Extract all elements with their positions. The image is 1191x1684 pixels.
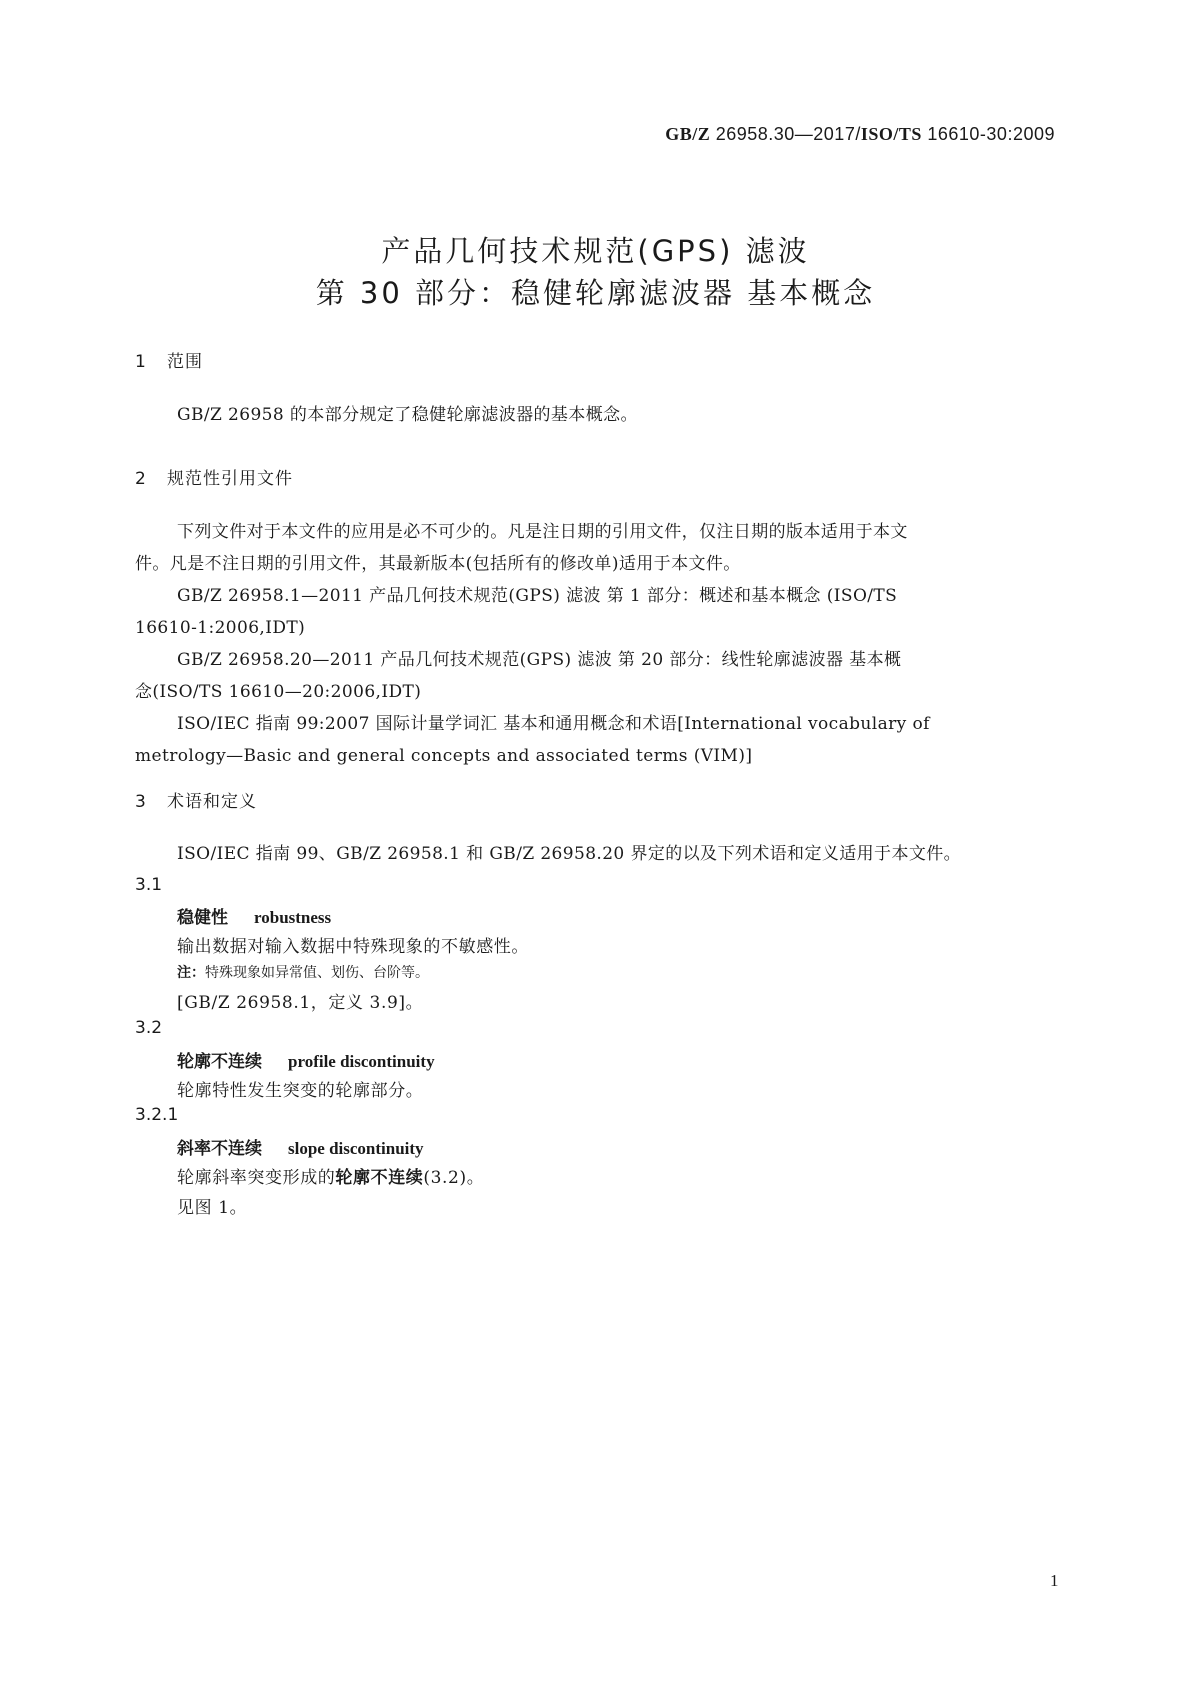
- term-zh: 稳健性: [177, 908, 228, 928]
- section-1-heading: [135, 347, 203, 372]
- document-title-line1: 产品几何技术规范(GPS) 滤波: [381, 234, 810, 268]
- section-title: 规范性引用文件: [167, 469, 293, 489]
- section-2-heading: [135, 464, 293, 489]
- section-3-heading: [135, 787, 257, 812]
- std-code-part: 16610-30:2009: [921, 124, 1055, 144]
- note-label: 注：: [177, 965, 205, 981]
- section-title: 范围: [167, 352, 203, 372]
- paragraph-line: 件。凡是不注日期的引用文件，其最新版本(包括所有的修改单)适用于本文件。: [135, 554, 741, 574]
- term-number: 3.2.1: [135, 1105, 179, 1125]
- reference-line: GB/Z 26958.20—2011 产品几何技术规范(GPS) 滤波 第 20 部分：线性轮廓滤波器 基本概: [177, 650, 902, 670]
- term-en: profile discontinuity: [288, 1052, 435, 1071]
- term-entry: [177, 1134, 424, 1159]
- std-code-part: 26958.30—2017/: [710, 124, 861, 144]
- reference-line: GB/Z 26958.1—2011 产品几何技术规范(GPS) 滤波 第 1 部分：概述和基本概念 (ISO/TS: [177, 586, 898, 606]
- section-number: 2: [135, 469, 147, 489]
- term-en: robustness: [254, 908, 332, 927]
- document-title-line2: 第 30 部分：稳健轮廓滤波器 基本概念: [315, 276, 876, 310]
- term-note: [177, 962, 429, 982]
- section-title: 术语和定义: [167, 792, 257, 812]
- term-definition: 轮廓特性发生突变的轮廓部分。: [177, 1081, 424, 1101]
- reference-line: 念(ISO/TS 16610—20:2006,IDT): [135, 682, 422, 702]
- standard-code: [665, 124, 1055, 145]
- page-number: 1: [1050, 1571, 1059, 1590]
- note-text: 特殊现象如异常值、划伤、台阶等。: [205, 965, 429, 981]
- section-number: 1: [135, 352, 147, 372]
- figure-reference: 见图 1。: [177, 1198, 248, 1218]
- reference-line: metrology—Basic and general concepts and associated terms (VIM)]: [135, 746, 753, 766]
- section-2-body: [135, 516, 1055, 772]
- reference-line: ISO/IEC 指南 99:2007 国际计量学词汇 基本和通用概念和术语[International vocabulary of: [177, 714, 930, 734]
- std-code-part: GB/Z: [665, 124, 711, 144]
- std-code-part: ISO/TS: [860, 124, 922, 144]
- reference-line: 16610-1:2006,IDT): [135, 618, 306, 638]
- section-number: 3: [135, 792, 147, 812]
- term-number: 3.2: [135, 1018, 163, 1038]
- term-zh: 斜率不连续: [177, 1139, 262, 1159]
- term-cross-reference[interactable]: 轮廓不连续: [335, 1168, 424, 1188]
- term-entry: [177, 903, 331, 928]
- term-definition: 输出数据对输入数据中特殊现象的不敏感性。: [177, 937, 529, 957]
- term-number: 3.1: [135, 875, 163, 895]
- definition-text: 轮廓斜率突变形成的: [177, 1168, 336, 1188]
- term-entry: [177, 1047, 435, 1072]
- paragraph-line: 下列文件对于本文件的应用是必不可少的。凡是注日期的引用文件，仅注日期的版本适用于本文: [177, 522, 908, 542]
- section-3-intro: ISO/IEC 指南 99、GB/Z 26958.1 和 GB/Z 26958.20 界定的以及下列术语和定义适用于本文件。: [177, 844, 962, 864]
- term-definition: [177, 1163, 484, 1188]
- section-1-text: GB/Z 26958 的本部分规定了稳健轮廓滤波器的基本概念。: [177, 405, 638, 425]
- term-zh: 轮廓不连续: [177, 1052, 262, 1072]
- term-source: [GB/Z 26958.1，定义 3.9]。: [177, 993, 424, 1013]
- term-en: slope discontinuity: [288, 1139, 424, 1158]
- definition-text: (3.2)。: [423, 1168, 485, 1188]
